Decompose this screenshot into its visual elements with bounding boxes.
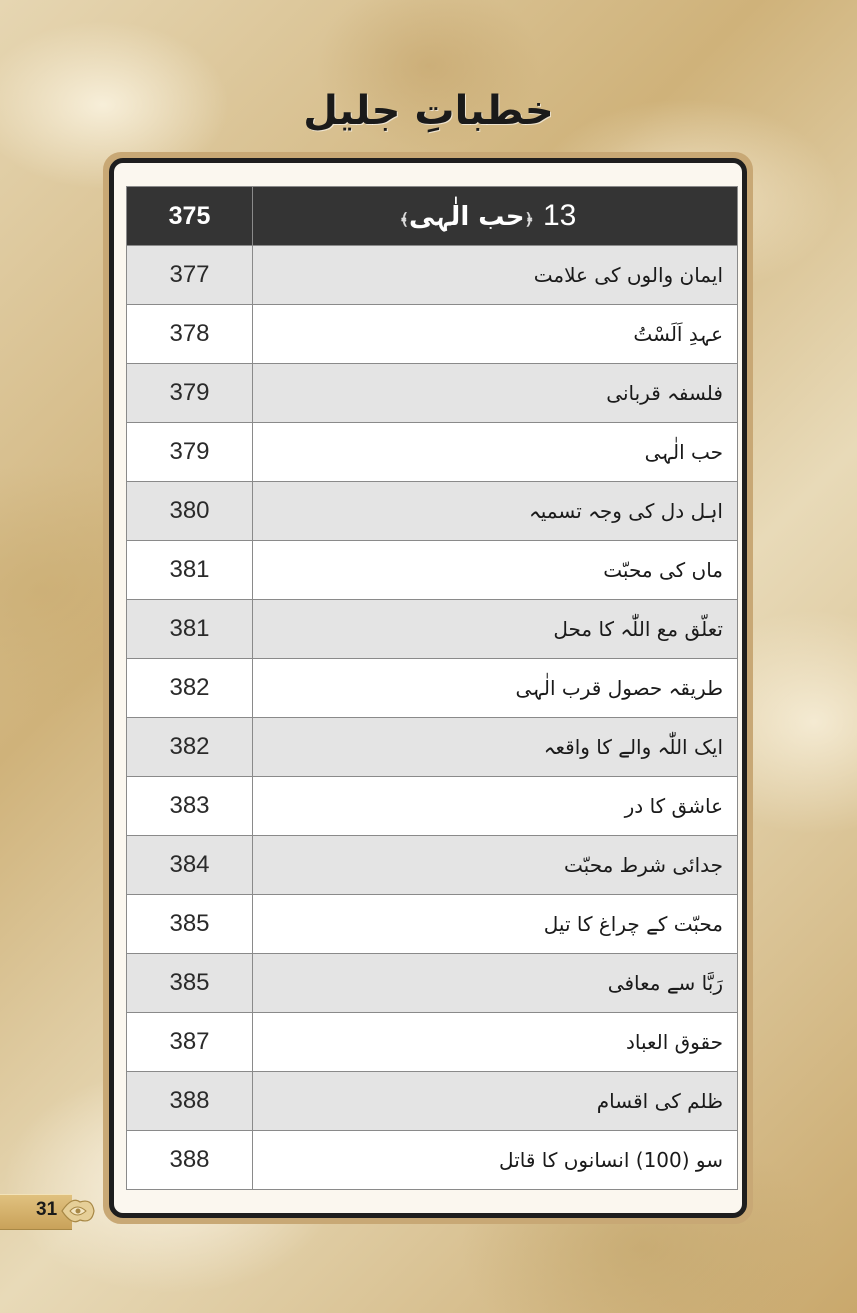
toc-frame — [103, 152, 753, 1224]
floral-ornament-icon — [60, 1194, 96, 1228]
toc-row — [127, 246, 738, 305]
toc-entry-title: ظلم کی اقسام — [253, 1072, 738, 1131]
chapter-title: حب الٰہی — [409, 202, 525, 232]
toc-entry-title: محبّت کے چراغ کا تیل — [253, 895, 738, 954]
toc-row — [127, 836, 738, 895]
toc-row — [127, 954, 738, 1013]
toc-entry-title: تعلّق مع اللّٰہ کا محل — [253, 600, 738, 659]
toc-entry-title: جدائی شرط محبّت — [253, 836, 738, 895]
toc-row — [127, 895, 738, 954]
toc-row — [127, 423, 738, 482]
toc-entry-title: حقوق العباد — [253, 1013, 738, 1072]
chapter-header-row — [127, 187, 738, 246]
toc-page-number: 385 — [127, 895, 253, 954]
toc-entry-title: ماں کی محبّت — [253, 541, 738, 600]
toc-page-number: 381 — [127, 600, 253, 659]
toc-page-number: 382 — [127, 659, 253, 718]
toc-page-number: 388 — [127, 1072, 253, 1131]
toc-entry-title: عہدِ اَلَسْتُ — [253, 305, 738, 364]
toc-row — [127, 659, 738, 718]
toc-page-number: 385 — [127, 954, 253, 1013]
toc-row — [127, 482, 738, 541]
toc-row — [127, 1072, 738, 1131]
toc-entry-title: عاشق کا در — [253, 777, 738, 836]
toc-page-number: 377 — [127, 246, 253, 305]
toc-entry-title: ایمان والوں کی علامت — [253, 246, 738, 305]
chapter-number: 13 — [542, 199, 577, 232]
toc-page-number: 383 — [127, 777, 253, 836]
toc-entry-title: فلسفہ قربانی — [253, 364, 738, 423]
toc-page-number: 379 — [127, 364, 253, 423]
toc-page-number: 381 — [127, 541, 253, 600]
toc-page-number: 388 — [127, 1131, 253, 1190]
ornament-left-icon: ﴿ — [524, 210, 534, 229]
footer-page-number: 31 — [36, 1199, 58, 1220]
toc-table — [126, 186, 738, 1190]
toc-row — [127, 777, 738, 836]
toc-row — [127, 1013, 738, 1072]
toc-frame-inner — [109, 158, 747, 1218]
toc-entry-title: طریقہ حصول قرب الٰہی — [253, 659, 738, 718]
toc-row — [127, 1131, 738, 1190]
toc-page-number: 379 — [127, 423, 253, 482]
page-number-tab — [0, 1192, 98, 1230]
toc-row — [127, 600, 738, 659]
toc-page-number: 378 — [127, 305, 253, 364]
ornament-right-icon: ﴾ — [399, 210, 410, 229]
toc-entry-title: حب الٰہی — [253, 423, 738, 482]
toc-entry-title: ایک اللّٰہ والے کا واقعہ — [253, 718, 738, 777]
toc-page-number: 384 — [127, 836, 253, 895]
chapter-page-number: 375 — [127, 187, 253, 246]
toc-page-number: 387 — [127, 1013, 253, 1072]
toc-entry-title: رَبَّا سے معافی — [253, 954, 738, 1013]
toc-row — [127, 718, 738, 777]
toc-page-number: 380 — [127, 482, 253, 541]
toc-entry-title: اہل دل کی وجہ تسمیہ — [253, 482, 738, 541]
book-title: خطباتِ جلیل — [303, 88, 554, 134]
toc-row — [127, 364, 738, 423]
toc-entry-title: سو (100) انسانوں کا قاتل — [253, 1131, 738, 1190]
chapter-heading — [253, 187, 738, 246]
toc-page-number: 382 — [127, 718, 253, 777]
toc-row — [127, 541, 738, 600]
toc-row — [127, 305, 738, 364]
